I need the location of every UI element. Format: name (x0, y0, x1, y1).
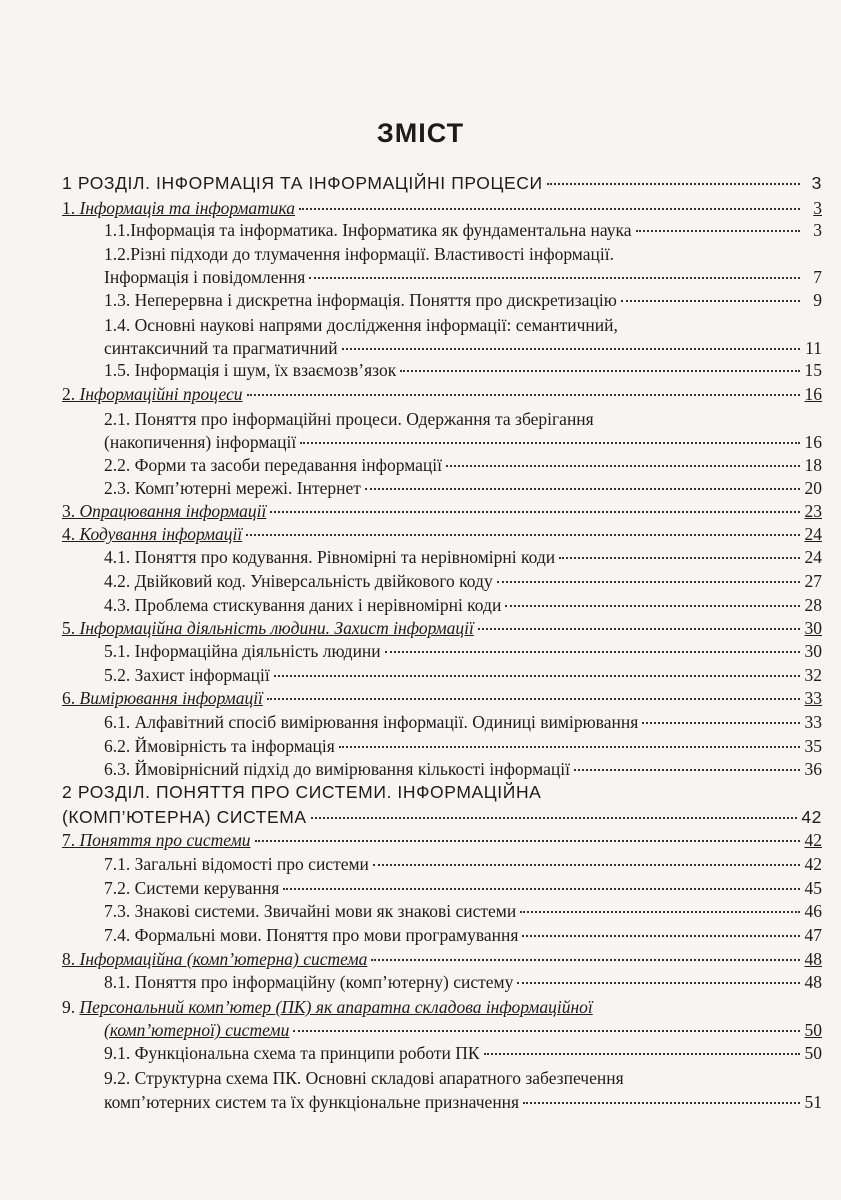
toc-title: 2.2. Форми та засоби передавання інформації (104, 455, 443, 475)
toc-item-2-3 (104, 477, 822, 499)
toc-item-4-2 (104, 570, 822, 592)
toc-item-1-1 (104, 219, 822, 241)
toc-item-9-1 (104, 1042, 822, 1064)
toc-number: 1. (62, 198, 76, 218)
toc-part-2 (62, 806, 822, 828)
toc-page: 46 (804, 901, 822, 921)
toc-chapter-9 (104, 1019, 822, 1041)
toc-page: 3 (811, 173, 822, 193)
toc-title: Персональний комп’ютер (ПК) як апаратна складова інформаційної (79, 997, 593, 1017)
toc-page: 36 (804, 759, 822, 779)
toc-number: 6. (62, 688, 76, 708)
toc-item-8-1 (104, 971, 822, 993)
toc-number: 7. (62, 830, 76, 850)
toc-item-9-2 (104, 1091, 822, 1113)
toc-title: Інформаційна (комп’ютерна) система (79, 949, 368, 969)
toc-title: 5.1. Інформаційна діяльність людини (104, 641, 381, 661)
toc-page: 33 (804, 712, 822, 732)
toc-item-7-2 (104, 877, 822, 899)
toc-title: Інформація і повідомлення (104, 267, 306, 287)
toc-item-2-1-line1: 2.1. Поняття про інформаційні процеси. Одержання та зберігання (104, 409, 594, 429)
toc-title: (КОМП’ЮТЕРНА) СИСТЕМА (62, 807, 307, 827)
toc-title: 4.1. Поняття про кодування. Рівномірні та нерівномірні коди (104, 547, 556, 567)
toc-title: 4.3. Проблема стискування даних і нерівномірні коди (104, 595, 502, 615)
toc-number: 5. (62, 618, 76, 638)
toc-page: 30 (804, 641, 822, 661)
toc-item-7-3 (104, 900, 822, 922)
toc-title: 2.3. Комп’ютерні мережі. Інтернет (104, 478, 361, 498)
toc-part-2-line1 (62, 781, 541, 803)
toc-page: 27 (804, 571, 822, 591)
toc-page: 35 (804, 736, 822, 756)
toc-chapter-2 (62, 383, 822, 405)
toc-title: 1.3. Неперервна і дискретна інформація. Поняття про дискретизацію (104, 290, 617, 310)
toc-page: 23 (804, 501, 822, 521)
toc-item-1-5 (104, 359, 822, 381)
toc-item-1-3 (104, 289, 822, 311)
toc-page: 42 (804, 830, 822, 850)
toc-title: Інформаційна діяльність людини. Захист інформації (79, 618, 474, 638)
toc-title: 1.5. Інформація і шум, їх взаємозв’язок (104, 360, 397, 380)
toc-item-6-2 (104, 735, 822, 757)
toc-page: 42 (801, 807, 822, 827)
toc-chapter-3 (62, 500, 822, 522)
toc-number: 2 (62, 782, 73, 802)
toc-part-1 (62, 172, 822, 194)
toc-page: 9 (813, 290, 822, 310)
toc-title: Поняття про системи (79, 830, 251, 850)
toc-item-4-3 (104, 594, 822, 616)
toc-page: 51 (804, 1092, 822, 1112)
toc-title: Вимірювання інформації (79, 688, 263, 708)
toc-page: 47 (804, 925, 822, 945)
toc-title: 7.2. Системи керування (104, 878, 280, 898)
toc-title: Інформаційні процеси (79, 384, 243, 404)
toc-item-2-2 (104, 454, 822, 476)
toc-title: 9.1. Функціональна схема та принципи роботи ПК (104, 1043, 480, 1063)
toc-chapter-6 (62, 687, 822, 709)
toc-title: 7.3. Знакові системи. Звичайні мови як знакові системи (104, 901, 517, 921)
toc-page: 28 (804, 595, 822, 615)
toc-chapter-9-line1 (62, 996, 593, 1018)
toc-title: 6.3. Ймовірнісний підхід до вимірювання кількості інформації (104, 759, 570, 779)
toc-item-6-1 (104, 711, 822, 733)
toc-number: 4. (62, 524, 76, 544)
toc-title: 7.4. Формальні мови. Поняття про мови програмування (104, 925, 519, 945)
toc-page: 48 (804, 972, 822, 992)
toc-number: 3. (62, 501, 76, 521)
toc-page: 45 (804, 878, 822, 898)
toc-item-4-1 (104, 546, 822, 568)
toc-title: синтаксичний та прагматичний (104, 338, 338, 358)
toc-page: 32 (804, 665, 822, 685)
toc-item-5-1 (104, 640, 822, 662)
toc-title: (комп’ютерної) системи (104, 1020, 290, 1040)
toc-page: 7 (813, 267, 822, 287)
toc-title: РОЗДІЛ. ІНФОРМАЦІЯ ТА ІНФОРМАЦІЙНІ ПРОЦЕСИ (77, 173, 543, 193)
toc-page: 42 (804, 854, 822, 874)
toc-item-1-2 (104, 266, 822, 288)
toc-page: 50 (804, 1020, 822, 1040)
toc-page: 33 (804, 688, 822, 708)
toc-title: Опрацювання інформації (79, 501, 267, 521)
toc-chapter-8 (62, 948, 822, 970)
toc-page: 3 (813, 220, 822, 240)
toc-item-1-4-line1: 1.4. Основні наукові напрями дослідження інформації: семантичний, (104, 315, 618, 335)
toc-title: 6.1. Алфавітний спосіб вимірювання інформації. Одиниці вимірювання (104, 712, 639, 732)
toc-page: 48 (804, 949, 822, 969)
toc-title: Інформація та інформатика (79, 198, 296, 218)
toc-chapter-5 (62, 617, 822, 639)
toc-page: 16 (804, 432, 822, 452)
toc-title: 5.2. Захист інформації (104, 665, 270, 685)
toc-item-9-2-line1: 9.2. Структурна схема ПК. Основні складові апаратного забезпечення (104, 1068, 624, 1088)
toc-number: 1 (62, 173, 73, 193)
toc-item-1-4 (104, 337, 822, 359)
toc-number: 9. (62, 997, 76, 1017)
toc-number: 2. (62, 384, 76, 404)
toc-number: 8. (62, 949, 76, 969)
toc-page: 20 (804, 478, 822, 498)
toc-item-1-2-line1: 1.2.Різні підходи до тлумачення інформації. Властивості інформації. (104, 244, 614, 264)
toc-page: 50 (804, 1043, 822, 1063)
toc-title: 6.2. Ймовірність та інформація (104, 736, 335, 756)
toc-item-2-1 (104, 431, 822, 453)
toc-item-5-2 (104, 664, 822, 686)
toc-title: РОЗДІЛ. ПОНЯТТЯ ПРО СИСТЕМИ. ІНФОРМАЦІЙНА (77, 782, 542, 802)
page-title: ЗМІСТ (376, 118, 465, 148)
toc-item-7-4 (104, 924, 822, 946)
toc-item-6-3 (104, 758, 822, 780)
toc-page: 16 (804, 384, 822, 404)
toc-chapter-4 (62, 523, 822, 545)
toc-title: комп’ютерних систем та їх функціональне призначення (104, 1092, 520, 1112)
toc-page: 3 (813, 198, 822, 218)
toc-chapter-7 (62, 829, 822, 851)
toc-page: 11 (805, 338, 822, 358)
toc-title: Кодування інформації (79, 524, 243, 544)
toc-page: 15 (804, 360, 822, 380)
toc-title: 4.2. Двійковий код. Універсальність двійкового коду (104, 571, 493, 591)
toc-page: 24 (804, 524, 822, 544)
toc-title: 7.1. Загальні відомості про системи (104, 854, 369, 874)
toc-chapter-1 (62, 197, 822, 219)
toc-title: 1.1.Інформація та інформатика. Інформатика як фундаментальна наука (104, 220, 632, 240)
toc-page: 30 (804, 618, 822, 638)
toc-title: (накопичення) інформації (104, 432, 297, 452)
toc-item-7-1 (104, 853, 822, 875)
toc-page: 24 (804, 547, 822, 567)
toc-title: 8.1. Поняття про інформаційну (комп’ютерну) систему (104, 972, 514, 992)
toc-page: 18 (804, 455, 822, 475)
